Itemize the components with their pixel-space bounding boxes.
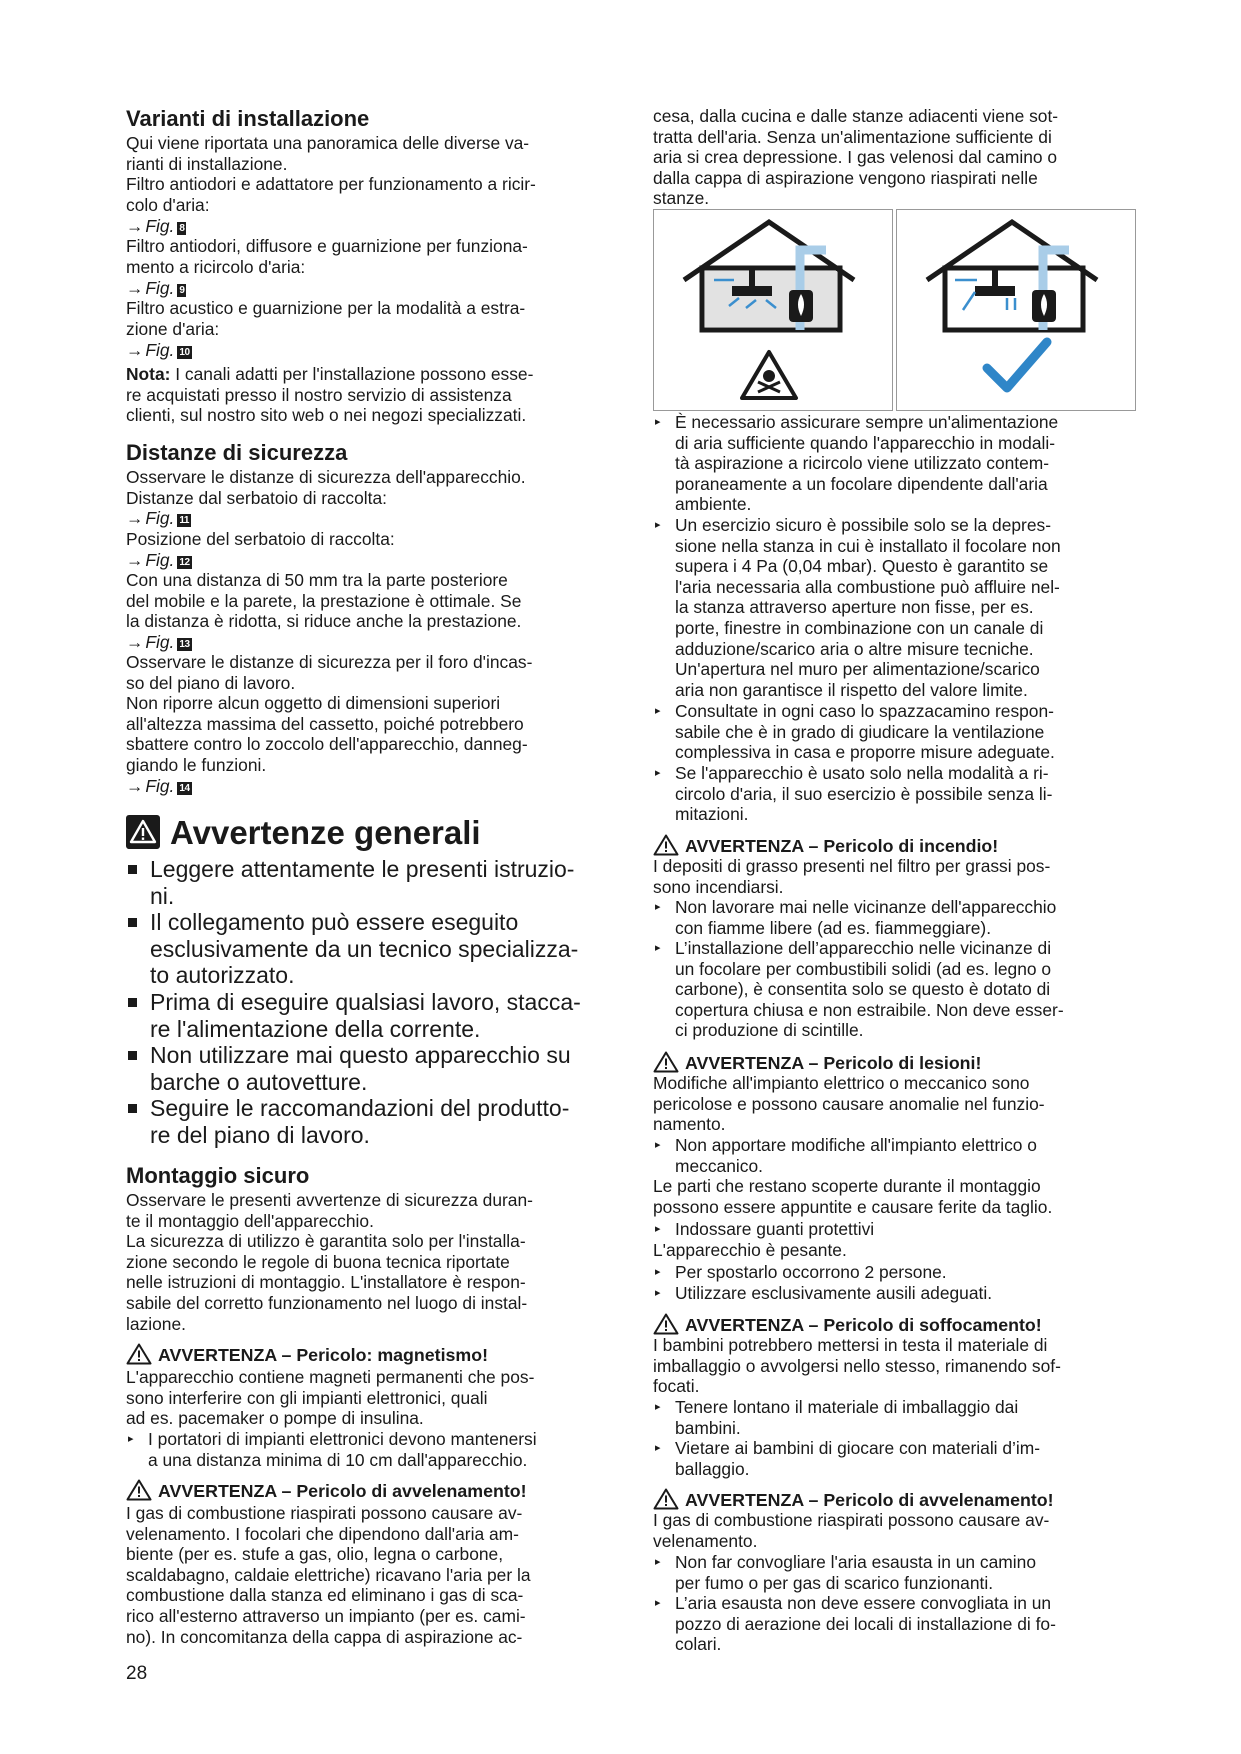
figure-reference: → Fig. 10 <box>126 340 190 360</box>
paragraph: Qui viene riportata una panoramica delle diverse va- rianti di installazione. <box>126 133 530 174</box>
list-item: Leggere attentamente le presenti istruzio- ni. <box>126 856 616 909</box>
warning-book-icon <box>126 815 160 849</box>
figure-reference: → Fig. 14 <box>126 776 190 796</box>
square-bullet-icon <box>128 998 137 1007</box>
list-item: ▸ Consultate in ogni caso lo spazzacamino respon- sabile che è in grado di giudicare la ventilazione complessiva in casa e proporre misure adeguate. <box>655 701 1055 763</box>
figure-reference: → Fig. 13 <box>126 632 190 652</box>
triangle-bullet-icon: ▸ <box>655 901 661 913</box>
square-bullet-icon <box>128 1051 137 1060</box>
heading-text: Avvertenze generali <box>170 814 481 851</box>
warning-title: AVVERTENZA – Pericolo di avvelenamento! <box>126 1479 527 1502</box>
paragraph: cesa, dalla cucina e dalle stanze adiacenti viene sot- tratta dell'aria. Senza un'alimentazione sufficiente di aria si crea depressione. I gas velenosi dal camino o dalla cappa di aspirazione vengono riaspirati nelle stanze. <box>653 106 1059 209</box>
triangle-bullet-icon: ▸ <box>655 1597 661 1609</box>
triangle-bullet-icon: ▸ <box>128 1433 134 1445</box>
arrow-right-icon: → <box>126 550 144 570</box>
triangle-bullet-icon: ▸ <box>655 1556 661 1568</box>
list-item: ▸ Per spostarlo occorrono 2 persone. <box>655 1262 947 1282</box>
square-bullet-icon <box>128 1104 137 1113</box>
list-item: ▸ I portatori di impianti elettronici devono mantenersi a una distanza minima di 10 cm dall'apparecchio. <box>128 1429 537 1470</box>
paragraph: Modifiche all'impianto elettrico o meccanico sono pericolose e possono causare anomalie nel funzio- namento. <box>653 1073 1045 1135</box>
figure-number-badge: 8 <box>179 223 185 234</box>
figure-reference: → Fig. 12 <box>126 550 190 570</box>
paragraph: L'apparecchio è pesante. <box>653 1240 847 1260</box>
arrow-right-icon: → <box>126 508 144 528</box>
triangle-bullet-icon: ▸ <box>655 1139 661 1151</box>
list-item: ▸ L’installazione dell’apparecchio nelle vicinanze di un focolare per combustibili solidi (ad es. legno o carbone), è consentita solo se questo è dotato di copertura chiusa e non estraibile. Non deve esser- ci produzione di scintille. <box>655 938 1064 1041</box>
list-item: ▸ Non lavorare mai nelle vicinanze dell'apparecchio con fiamme libere (ad es. fiammeggiare). <box>655 897 1057 938</box>
arrow-right-icon: → <box>126 278 144 298</box>
figure-reference: → Fig. 11 <box>126 508 189 528</box>
warning-title: AVVERTENZA – Pericolo di avvelenamento! <box>653 1488 1054 1511</box>
heading-avvertenze-generali <box>126 814 481 852</box>
figure-number-badge: 14 <box>179 783 190 794</box>
list-item: Prima di eseguire qualsiasi lavoro, stacca- re l'alimentazione della corrente. <box>126 989 616 1042</box>
heading-distanze: Distanze di sicurezza <box>126 440 348 465</box>
list-item: Seguire le raccomandazioni del produtto- re del piano di lavoro. <box>126 1095 616 1148</box>
note-label: Nota: <box>126 364 171 384</box>
illustration-safe <box>896 209 1136 411</box>
note <box>126 364 616 426</box>
list-item: ▸ Vietare ai bambini di giocare con materiali d’im- ballaggio. <box>655 1438 1041 1479</box>
square-bullet-icon <box>128 865 137 874</box>
list-item: ▸ Utilizzare esclusivamente ausili adeguati. <box>655 1283 993 1303</box>
list-item: Il collegamento può essere eseguito esclusivamente da un tecnico specializza- to autorizzato. <box>126 909 616 989</box>
warning-title: AVVERTENZA – Pericolo di lesioni! <box>653 1051 981 1074</box>
list-item: ▸ Se l'apparecchio è usato solo nella modalità a ri- circolo d'aria, il suo esercizio è possibile senza li- mitazioni. <box>655 763 1053 825</box>
list-item: ▸ Non apportare modifiche all'impianto elettrico o meccanico. <box>655 1135 1037 1176</box>
triangle-bullet-icon: ▸ <box>655 767 661 779</box>
paragraph: Osservare le distanze di sicurezza dell'apparecchio. Distanze dal serbatoio di raccolta: <box>126 467 526 508</box>
paragraph: Le parti che restano scoperte durante il montaggio possono essere appuntite e causare ferite da taglio. <box>653 1176 1053 1217</box>
triangle-bullet-icon: ▸ <box>655 1223 661 1235</box>
triangle-bullet-icon: ▸ <box>655 1287 661 1299</box>
warning-triangle-icon <box>653 1488 679 1510</box>
heading-montaggio-sicuro: Montaggio sicuro <box>126 1163 310 1188</box>
paragraph: Filtro antiodori e adattatore per funzionamento a ricir- colo d'aria: <box>126 174 536 215</box>
page-number: 28 <box>126 1663 148 1684</box>
warning-title: AVVERTENZA – Pericolo di incendio! <box>653 834 998 857</box>
triangle-bullet-icon: ▸ <box>655 705 661 717</box>
paragraph: L'apparecchio contiene magneti permanenti che pos- sono interferire con gli impianti elettronici, quali ad es. pacemaker o pompe di insulina. <box>126 1367 535 1429</box>
arrow-right-icon: → <box>126 216 144 236</box>
warning-triangle-icon <box>653 1051 679 1073</box>
note-text: I canali adatti per l'installazione possono esse- re acquistati presso il nostro servizio di assistenza clienti, sul nostro sito web o nei negozi specializzati. <box>126 364 534 426</box>
figure-number-badge: 13 <box>179 639 190 650</box>
list-item: ▸ Un esercizio sicuro è possibile solo se la depres- sione nella stanza in cui è installato il focolare non supera i 4 Pa (0,04 mbar). Questo è garantito se l'aria necessaria alla combustione può affluire nel- la stanza attraverso aperture non fisse, per es. porte, finestre in combinazione con un canale di adduzione/scarico aria o altre misure tecniche. Un'apertura nel muro per alimentazione/scarico aria non garantisce il rispetto del valore limite. <box>655 515 1061 700</box>
paragraph: I depositi di grasso presenti nel filtro per grassi pos- sono incendiarsi. <box>653 856 1051 897</box>
triangle-bullet-icon: ▸ <box>655 942 661 954</box>
list-item: ▸ Non far convogliare l'aria esausta in un camino per fumo o per gas di scarico funzionanti. <box>655 1552 1036 1593</box>
arrow-right-icon: → <box>126 632 144 652</box>
house-fireplace-danger-icon <box>654 210 892 410</box>
paragraph: Con una distanza di 50 mm tra la parte posteriore del mobile e la parete, la prestazione è ottimale. Se la distanza è ridotta, si riduce anche la prestazione. <box>126 570 522 632</box>
figure-number-badge: 9 <box>179 285 185 296</box>
square-bullet-icon <box>128 918 137 927</box>
list-item: ▸ Indossare guanti protettivi <box>655 1219 875 1239</box>
figure-number-badge: 12 <box>179 557 190 568</box>
paragraph: Osservare le presenti avvertenze di sicurezza duran- te il montaggio dell'apparecchio. La sicurezza di utilizzo è garantita solo per l'installa- zione secondo le regole di buona tecnica riportate nelle istruzioni di montaggio. L'installatore è respon- sabile del corretto funzionamento nel luogo di instal- lazione. <box>126 1190 533 1334</box>
paragraph: Filtro antiodori, diffusore e guarnizione per funziona- mento a ricircolo d'aria: <box>126 236 528 277</box>
paragraph: Filtro acustico e guarnizione per la modalità a estra- zione d'aria: <box>126 298 526 339</box>
paragraph: Posizione del serbatoio di raccolta: <box>126 529 395 549</box>
paragraph: I gas di combustione riaspirati possono causare av- velenamento. I focolari che dipendono dall'aria am- biente (per es. stufe a gas, olio, legna o carbone, scaldabagno, caldaie elettriche) ricavano l'aria per la combustione dalla stanza ed eliminano i gas di sca- rico all'esterno attraverso un impianto (per es. cami- no). In concomitanza della cappa di aspirazione ac- <box>126 1503 531 1647</box>
triangle-bullet-icon: ▸ <box>655 416 661 428</box>
list-item: ▸ È necessario assicurare sempre un'alimentazione di aria sufficiente quando l'apparecchio in modali- tà aspirazione a ricircolo viene utilizzato contem- poraneamente a un focolare dipendente dall'aria ambiente. <box>655 412 1059 515</box>
warning-title: AVVERTENZA – Pericolo di soffocamento! <box>653 1313 1042 1336</box>
warning-title: AVVERTENZA – Pericolo: magnetismo! <box>126 1343 488 1366</box>
figure-number-badge: 11 <box>179 515 189 526</box>
warning-triangle-icon <box>126 1343 152 1365</box>
warning-triangle-icon <box>653 834 679 856</box>
paragraph: I gas di combustione riaspirati possono causare av- velenamento. <box>653 1510 1050 1551</box>
house-fireplace-ok-icon <box>897 210 1135 410</box>
paragraph: I bambini potrebbero mettersi in testa il materiale di imballaggio o avvolgersi nello stesso, rimanendo sof- focati. <box>653 1335 1061 1397</box>
triangle-bullet-icon: ▸ <box>655 1442 661 1454</box>
triangle-bullet-icon: ▸ <box>655 519 661 531</box>
arrow-right-icon: → <box>126 340 144 360</box>
figure-reference: → Fig. 8 <box>126 216 185 236</box>
illustration-unsafe <box>653 209 893 411</box>
paragraph: Osservare le distanze di sicurezza per il foro d'incas- so del piano di lavoro. Non riporre alcun oggetto di dimensioni superiori all'altezza massima del cassetto, poiché potrebbero sbattere contro lo zoccolo dell'apparecchio, danneg- giando le funzioni. <box>126 652 533 775</box>
triangle-bullet-icon: ▸ <box>655 1266 661 1278</box>
list-item: Non utilizzare mai questo apparecchio su barche o autovetture. <box>126 1042 616 1095</box>
list-item: ▸ L’aria esausta non deve essere convogliata in un pozzo di aerazione dei locali di installazione di fo- colari. <box>655 1593 1056 1655</box>
warning-triangle-icon <box>126 1479 152 1501</box>
arrow-right-icon: → <box>126 776 144 796</box>
warning-triangle-icon <box>653 1313 679 1335</box>
list-item: ▸ Tenere lontano il materiale di imballaggio dai bambini. <box>655 1397 1019 1438</box>
heading-varianti: Varianti di installazione <box>126 106 370 131</box>
figure-reference: → Fig. 9 <box>126 278 185 298</box>
figure-number-badge: 10 <box>179 347 190 358</box>
triangle-bullet-icon: ▸ <box>655 1401 661 1413</box>
